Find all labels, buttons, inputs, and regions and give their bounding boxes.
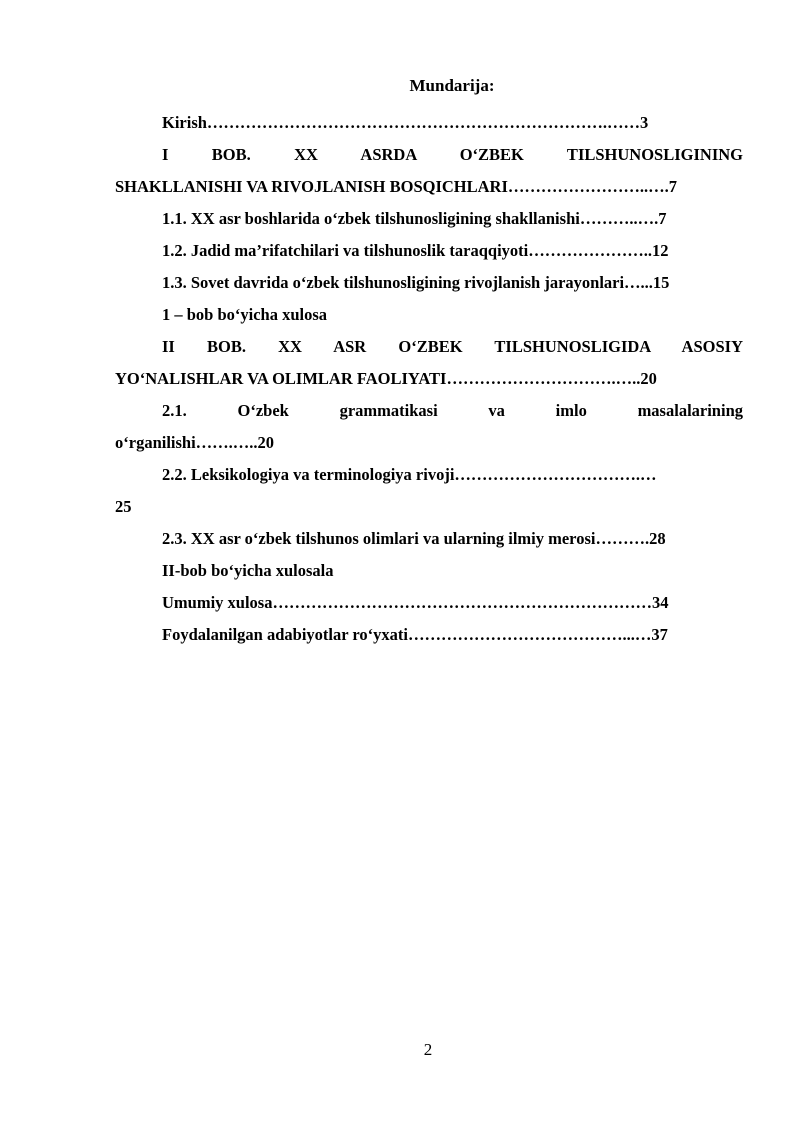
page-title: Mundarija:	[409, 76, 495, 95]
toc-entry-2-1-line2: o‘rganilishi…….…..20	[115, 433, 275, 452]
toc-entry-kirish: Kirish……………………………………………………………….……3	[162, 113, 649, 132]
page-number: 2	[423, 1040, 433, 1059]
toc-entry-2-1-line1: 2.1. O‘zbek grammatikasi va imlo masalalarining	[162, 401, 743, 420]
toc-entry-2-2-line1: 2.2. Leksikologiya va terminologiya rivoji…………………………….…	[162, 465, 657, 484]
toc-entry-1-2: 1.2. Jadid ma’rifatchilari va tilshunoslik taraqqiyoti…………………..12	[162, 241, 669, 260]
toc-entry-bob1-line2: SHAKLLANISHI VA RIVOJLANISH BOSQICHLARI……………………..….7	[115, 177, 678, 196]
toc-entry-bob1-line1: I BOB. XX ASRDA O‘ZBEK TILSHUNOSLIGINING	[162, 145, 743, 164]
toc-entry-adabiyotlar: Foydalanilgan adabiyotlar ro‘yxati…………………………………...…37	[162, 625, 668, 644]
toc-entry-xulosa-2: II-bob bo‘yicha xulosala	[162, 561, 334, 580]
toc-entry-umumiy-xulosa: Umumiy xulosa……………………………………………………………34	[162, 593, 669, 612]
toc-entry-2-2-line2: 25	[115, 497, 132, 516]
toc-entry-bob2-line1: II BOB. XX ASR O‘ZBEK TILSHUNOSLIGIDA ASOSIY	[162, 337, 743, 356]
toc-entry-2-3: 2.3. XX asr o‘zbek tilshunos olimlari va ularning ilmiy merosi……….28	[162, 529, 666, 548]
toc-entry-bob2-line2: YO‘NALISHLAR VA OLIMLAR FAOLIYATI………………………….…..20	[115, 369, 657, 388]
table-of-contents	[115, 107, 743, 651]
toc-entry-1-1: 1.1. XX asr boshlarida o‘zbek tilshunosligining shakllanishi………..….7	[162, 209, 667, 228]
toc-entry-1-3: 1.3. Sovet davrida o‘zbek tilshunosligining rivojlanish jarayonlari…...15	[162, 273, 670, 292]
toc-entry-xulosa-1: 1 – bob bo‘yicha xulosa	[162, 305, 328, 324]
